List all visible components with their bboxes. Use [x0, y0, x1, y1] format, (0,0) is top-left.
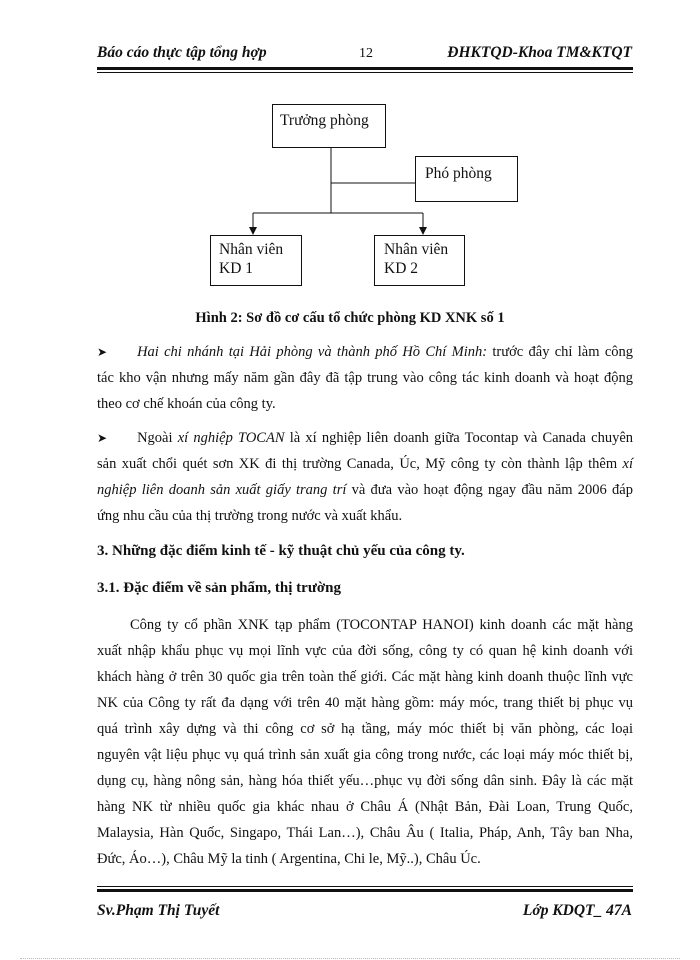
body-paragraph	[97, 612, 633, 872]
body-line: Công ty cổ phần XNK tạp phẩm (TOCONTAP HANOI) kinh doanh các mặt hàng	[130, 617, 633, 633]
footer-author: Sv.Phạm Thị Tuyết	[97, 902, 220, 919]
org-box-head	[272, 104, 386, 148]
body-line: hàng NK từ nhiều quốc gia khác nhau ở Châu Á (Nhật Bản, Đài Loan, Trung Quốc,	[97, 799, 633, 815]
org-box-staff-1	[210, 235, 302, 286]
org-deputy-label: Phó phòng	[425, 165, 492, 182]
bullet1-italic: Hai chi nhánh tại Hải phòng và thành phố Hồ Chí Minh:	[137, 344, 488, 360]
figure-caption: Hình 2: Sơ đồ cơ cấu tổ chức phòng KD XNK số 1	[195, 310, 505, 326]
org-box-deputy	[415, 156, 518, 202]
bullet2-l3b: và đưa vào hoạt động ngay đầu năm 2006 đáp	[351, 482, 633, 498]
bullet-arrow-icon-2: ➤	[97, 431, 108, 445]
bullet2-l3-italic: nghiệp liên doanh sản xuất giấy trang trí	[97, 482, 347, 498]
org-head-label: Trưởng phòng	[280, 112, 369, 129]
bullet2-l1-italic: xí nghiệp TOCAN	[177, 430, 285, 446]
section-heading-3: 3. Những đặc điểm kinh tế - kỹ thuật chủ yếu của công ty.	[97, 543, 465, 559]
body-line: Malaysia, Hàn Quốc, Singapo, Thái Lan…), Châu Âu ( Italia, Pháp, Anh, Tây ban Nha,	[97, 825, 633, 841]
body-line: khách hàng ở trên 30 quốc gia trên toàn thế giới. Các mặt hàng kinh doanh thuộc lĩnh vực	[97, 669, 633, 685]
bullet2-line4: ứng nhu cầu của thị trường trong nước và xuất khẩu.	[97, 508, 403, 524]
body-line: Đức, Áo…), Châu Mỹ la tinh ( Argentina, Chi le, Mỹ..), Châu Úc.	[97, 851, 481, 867]
page-edge-divider	[20, 958, 680, 959]
org-chart-connectors	[0, 0, 700, 300]
org-staff1-line2: KD 1	[219, 260, 254, 277]
bullet2-l2a: sản xuất chổi quét sơn XK đi thị trường Canada, Úc, Mỹ công ty còn thành lập thêm	[97, 456, 618, 472]
footer-class: Lớp KDQT_ 47A	[522, 902, 632, 919]
bullet-arrow-icon: ➤	[97, 345, 108, 359]
org-staff2-line2: KD 2	[384, 260, 419, 277]
arrow-right	[419, 227, 427, 235]
body-line: quá trình xây dựng và thi công cơ sở hạ tầng, máy móc thiết bị văn phòng, các loại	[97, 721, 633, 737]
arrow-left	[249, 227, 257, 235]
header-left-title: Báo cáo thực tập tổng hợp	[97, 44, 267, 61]
org-box-staff-2	[374, 235, 465, 286]
org-staff2-line1: Nhân viên	[384, 241, 449, 258]
bullet1-line2: tác kho vận nhưng mấy năm gần đây đã tập trung vào công tác kinh doanh và hoạt động	[97, 370, 633, 386]
page-number: 12	[359, 46, 373, 61]
bullet-paragraph-2	[97, 425, 633, 529]
footer-rule-thick	[97, 889, 633, 892]
bullet2-l1a: Ngoài	[137, 430, 173, 446]
body-line: NK của Công ty rất đa dạng với trên 40 mặt hàng gồm: máy móc, trang thiết bị phục vụ	[97, 695, 633, 711]
org-staff1-line1: Nhân viên	[219, 241, 284, 258]
section-heading-3-1: 3.1. Đặc điểm về sản phẩm, thị trường	[97, 580, 341, 596]
body-line: dụng cụ, hàng nông sản, hàng hóa thiết yếu…phục vụ đời sống dân sinh. Đây là các mặt	[97, 773, 633, 789]
bullet2-l1b: là xí nghiệp liên doanh giữa Tocontap và Canada chuyên	[289, 430, 634, 446]
body-line: xuất nhập khẩu phục vụ mọi lĩnh vực của đời sống, công ty có quan hệ kinh doanh với	[97, 643, 633, 659]
bullet1-line1-rest: trước đây chỉ làm công	[492, 344, 634, 360]
footer-rule-thin	[97, 886, 633, 887]
body-line: nguyên vật liệu phục vụ quá trình sản xuất gia công trong nước, các loại máy móc thiết bị,	[97, 747, 633, 763]
bullet2-l2-italic: xí	[622, 456, 634, 472]
header-right-title: ĐHKTQD-Khoa TM&KTQT	[447, 44, 632, 61]
bullet1-line3: theo cơ chế khoán của công ty.	[97, 396, 276, 412]
bullet-paragraph-1	[97, 339, 633, 417]
